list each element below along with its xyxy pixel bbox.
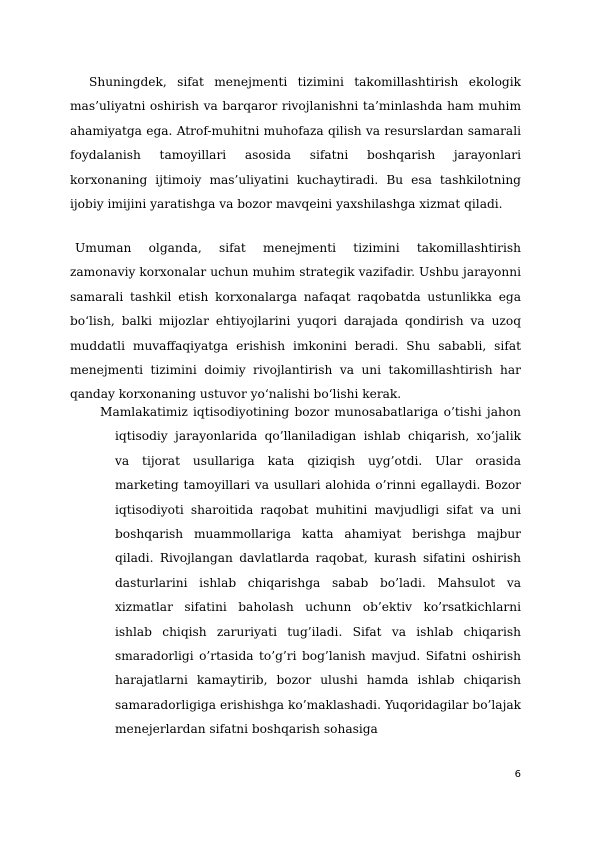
page-number: 6 — [514, 769, 521, 780]
paragraph-market-economy: Mamlakatimiz iqtisodiyotining bozor munosabatlariga o’tishi jahon iqtisodiy jarayonlarida qo’llaniladigan ishlab chiqarish, xo’jalik va tijorat usullariga kata qiziqish uyg’otdi. Ular orasida marketing tamoyillari va usullari alohida o’rinni egallaydi. Bozor iqtisodiyoti sharoitida raqobat muhitini mavjudligi sifat va uni boshqarish muammollariga katta ahamiyat berishga majbur qiladi. Rivojlangan davlatlarda raqobat, kurash sifatini oshirish dasturlarini ishlab chiqarishga sabab bo’ladi. Mahsulot va xizmatlar sifatini baholash uchunn ob’ektiv ko’rsatkichlarni ishlab chiqish zaruriyati tug’iladi. Sifat va ishlab chiqarish smaradorligi o’rtasida to’g’ri bog’lanish mavjud. Sifatni oshirish harajatlarni kamaytirib, bozor ulushi hamda ishlab chiqarish samaradorligiga erishishga ko’maklashadi. Yuqoridagilar bo’lajak menejerlardan sifatni boshqarish sohasiga — [100, 405, 521, 737]
paragraph-sustainability: Shuningdek, sifat menejmenti tizimini takomillashtirish ekologik mas’uliyatni oshirish va barqaror rivojlanishni ta’minlashda ham muhim ahamiyatga ega. Atrof-muhitni muhofaza qilish va resurslardan samarali foydalanish tamoyillari asosida sifatni boshqarish jarayonlari korxonaning ijtimoiy mas’uliyatini kuchaytiradi. Bu esa tashkilotning ijobiy imijini yaratishga va bozor mavqeini yaxshilashga xizmat qiladi. — [70, 75, 521, 212]
paragraph-conclusion: Umuman olganda, sifat menejmenti tizimini takomillashtirish zamonaviy korxonalar uchun muhim strategik vazifadir. Ushbu jarayonni samarali tashkil etish korxonalarga nafaqat raqobatda ustunlikka ega bo‘lish, balki mijozlar ehtiyojlarini yuqori darajada qondirish va uzoq muddatli muvaffaqiyatga erishish imkonini beradi. Shu sababli, sifat menejmenti tizimini doimiy rivojlantirish va uni takomillashtirish har qanday korxonaning ustuvor yo‘nalishi bo‘lishi kerak. — [70, 241, 521, 402]
